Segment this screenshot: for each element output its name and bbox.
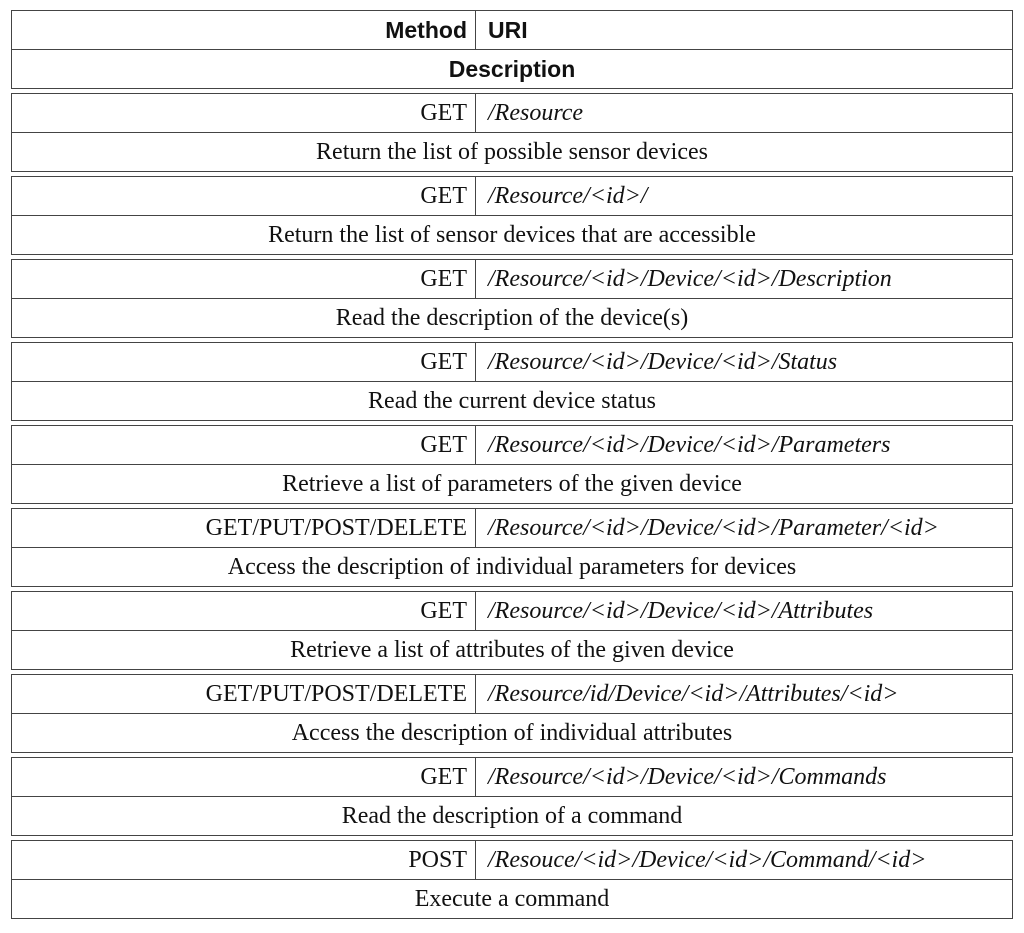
method-cell: GET xyxy=(12,758,476,796)
uri-cell: /Resource/<id>/Device/<id>/Description xyxy=(488,265,892,292)
method-cell: GET xyxy=(12,177,476,215)
endpoint-row xyxy=(11,508,1013,587)
uri-cell: /Resource/<id>/Device/<id>/Parameters xyxy=(488,431,891,458)
endpoint-row xyxy=(11,176,1013,255)
endpoint-top-row xyxy=(12,758,1012,797)
description-cell: Read the description of the device(s) xyxy=(335,304,689,331)
method-cell: GET/PUT/POST/DELETE xyxy=(12,675,476,713)
endpoint-top-row xyxy=(12,675,1012,714)
endpoint-row xyxy=(11,674,1013,753)
endpoint-top-row xyxy=(12,509,1012,548)
header-top-row xyxy=(12,11,1012,50)
header-method: Method xyxy=(12,11,476,49)
endpoint-top-row xyxy=(12,260,1012,299)
endpoint-top-row xyxy=(12,94,1012,133)
method-cell: POST xyxy=(12,841,476,879)
endpoint-row xyxy=(11,425,1013,504)
description-cell: Retrieve a list of attributes of the given device xyxy=(290,636,734,663)
endpoint-top-row xyxy=(12,426,1012,465)
method-cell: GET xyxy=(12,426,476,464)
description-cell: Return the list of sensor devices that are accessible xyxy=(268,221,756,248)
description-cell: Return the list of possible sensor devices xyxy=(316,138,708,165)
endpoint-top-row xyxy=(12,177,1012,216)
description-cell: Execute a command xyxy=(414,885,610,912)
description-cell: Retrieve a list of parameters of the given device xyxy=(282,470,742,497)
endpoint-row xyxy=(11,93,1013,172)
uri-cell: /Resource/<id>/ xyxy=(488,182,648,209)
header-uri: URI xyxy=(488,16,528,43)
header-description: Description xyxy=(448,55,576,82)
method-cell: GET/PUT/POST/DELETE xyxy=(12,509,476,547)
method-cell: GET xyxy=(12,260,476,298)
method-cell: GET xyxy=(12,592,476,630)
endpoint-top-row xyxy=(12,841,1012,880)
endpoint-row xyxy=(11,259,1013,338)
description-cell: Read the description of a command xyxy=(341,802,683,829)
method-cell: GET xyxy=(12,94,476,132)
table-header xyxy=(11,10,1013,89)
uri-cell: /Resource xyxy=(488,99,584,126)
uri-cell: /Resource/id/Device/<id>/Attributes/<id> xyxy=(488,680,899,707)
description-cell: Access the description of individual attributes xyxy=(291,719,733,746)
endpoint-top-row xyxy=(12,592,1012,631)
api-endpoint-table xyxy=(11,10,1013,919)
description-cell: Read the current device status xyxy=(368,387,656,414)
uri-cell: /Resource/<id>/Device/<id>/Attributes xyxy=(488,597,874,624)
uri-cell: /Resouce/<id>/Device/<id>/Command/<id> xyxy=(488,846,927,873)
endpoint-row xyxy=(11,840,1013,919)
endpoint-row xyxy=(11,342,1013,421)
endpoint-row xyxy=(11,591,1013,670)
uri-cell: /Resource/<id>/Device/<id>/Status xyxy=(488,348,838,375)
uri-cell: /Resource/<id>/Device/<id>/Commands xyxy=(488,763,887,790)
method-cell: GET xyxy=(12,343,476,381)
description-cell: Access the description of individual parameters for devices xyxy=(227,553,797,580)
uri-cell: /Resource/<id>/Device/<id>/Parameter/<id> xyxy=(488,514,939,541)
endpoint-top-row xyxy=(12,343,1012,382)
endpoint-row xyxy=(11,757,1013,836)
